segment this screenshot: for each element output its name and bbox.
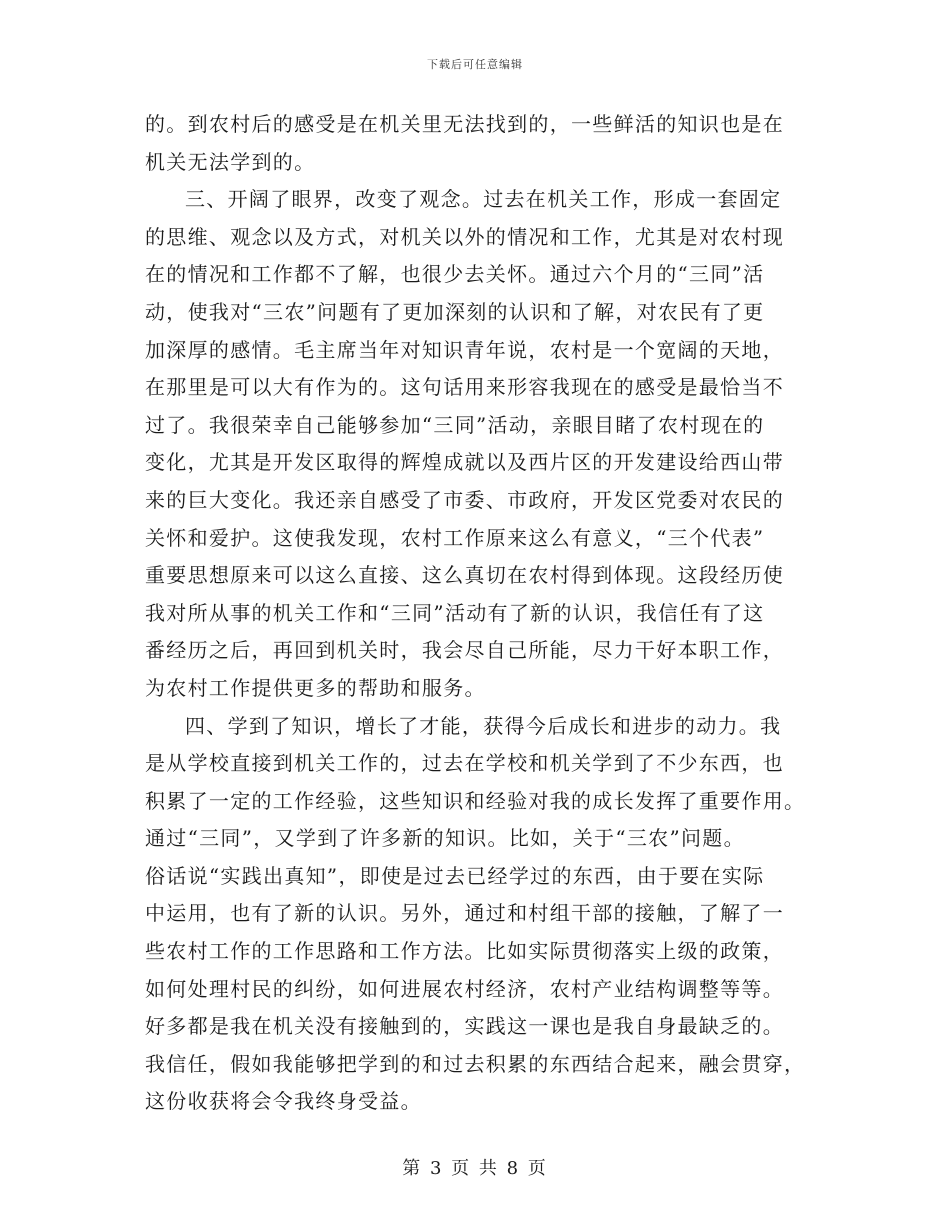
text-line: 是从学校直接到机关工作的，过去在学校和机关学到了不少东西，也 [145, 751, 784, 776]
paragraph-start-line: 三、开阔了眼界，改变了观念。过去在机关工作，形成一套固定 [185, 187, 782, 212]
text-line: 番经历之后，再回到机关时，我会尽自己所能，尽力干好本职工作， [145, 638, 784, 663]
page-header: 下载后可任意编辑 [427, 58, 523, 71]
text-line: 俗话说“实践出真知”，即使是过去已经学过的东西，由于要在实际 [145, 863, 765, 888]
text-line: 中运用，也有了新的认识。另外，通过和村组干部的接触，了解了一 [145, 901, 784, 926]
text-line: 我对所从事的机关工作和“三同”活动有了新的认识，我信任有了这 [145, 600, 765, 625]
text-line: 如何处理村民的纠纷，如何进展农村经济，农村产业结构调整等等。 [145, 976, 784, 1001]
text-line: 好多都是我在机关没有接触到的，实践这一课也是我自身最缺乏的。 [145, 1014, 784, 1039]
text-line: 关怀和爱护。这使我发现，农村工作原来这么有意义，“三个代表” [145, 525, 765, 550]
text-line: 加深厚的感情。毛主席当年对知识青年说，农村是一个宽阔的天地， [145, 337, 784, 362]
text-line: 在那里是可以大有作为的。这句话用来形容我现在的感受是最恰当不 [145, 375, 784, 400]
paragraph-start-line: 四、学到了知识，增长了才能，获得今后成长和进步的动力。我 [185, 713, 782, 738]
text-line: 来的巨大变化。我还亲自感受了市委、市政府，开发区党委对农民的 [145, 487, 784, 512]
text-line: 我信任，假如我能够把学到的和过去积累的东西结合起来，融会贯穿， [145, 1051, 806, 1076]
text-line: 机关无法学到的。 [145, 149, 316, 174]
text-line: 重要思想原来可以这么直接、这么真切在农村得到体现。这段经历使 [145, 563, 784, 588]
text-line: 变化，尤其是开发区取得的辉煌成就以及西片区的开发建设给西山带 [145, 450, 784, 475]
text-line: 在的情况和工作都不了解，也很少去关怀。通过六个月的“三同”活 [145, 262, 765, 287]
text-line: 些农村工作的工作思路和工作方法。比如实际贯彻落实上级的政策， [145, 939, 784, 964]
text-line: 通过“三同”，又学到了许多新的知识。比如，关于“三农”问题。 [145, 826, 745, 851]
text-line: 动，使我对“三农”问题有了更加深刻的认识和了解，对农民有了更 [145, 299, 765, 324]
page-number-footer: 第 3 页 共 8 页 [402, 1158, 548, 1179]
text-line: 积累了一定的工作经验，这些知识和经验对我的成长发挥了重要作用。 [145, 788, 806, 813]
text-line: 过了。我很荣幸自己能够参加“三同”活动，亲眼目睹了农村现在的 [145, 412, 765, 437]
text-line: 的。到农村后的感受是在机关里无法找到的，一些鲜活的知识也是在 [145, 112, 784, 136]
text-line: 为农村工作提供更多的帮助和服务。 [145, 675, 486, 700]
document-body [145, 106, 820, 1121]
text-line: 的思维、观念以及方式，对机关以外的情况和工作，尤其是对农村现 [145, 224, 784, 249]
text-line: 这份收获将会令我终身受益。 [145, 1089, 422, 1114]
